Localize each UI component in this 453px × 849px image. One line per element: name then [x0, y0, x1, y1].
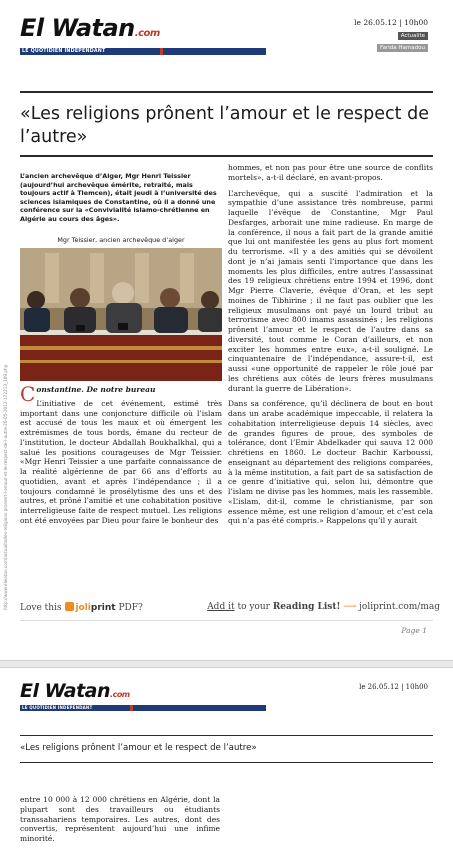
source-url[interactable]: http://www.elwatan.com/actualite/les-religions-pronent-l-amour-et-le-respect-de-l-autre-26-05-2012-172213_109.php: [3, 364, 8, 610]
logo-tagline-bar: LE QUOTIDIEN INDEPENDANT: [20, 48, 266, 55]
page-2-title-rule-bottom: [20, 762, 433, 763]
joliprint-wordmark: joliprint: [75, 603, 116, 613]
reading-list-cta: Add it to your Reading List! ⟶ joliprint.com/mag: [207, 602, 440, 612]
footer-rule: [20, 620, 433, 621]
page-number: Page 1: [401, 626, 427, 635]
reading-list-label: Reading List!: [272, 602, 341, 612]
joliprint-site-link[interactable]: joliprint.com/mag: [359, 602, 440, 612]
page-2-article-title: «Les religions prônent l’amour et le respect de l’autre»: [20, 743, 257, 753]
arrow-icon: ⟶: [343, 602, 357, 612]
article-date-page-2: le 26.05.12 | 10h00: [359, 683, 428, 691]
page-separator: [0, 660, 453, 668]
article-column-1: [20, 382, 222, 532]
article-date: le 26.05.12 | 10h00: [354, 18, 428, 27]
love-this-pdf: Love this joliprint PDF?: [20, 603, 143, 613]
conference-photo: [20, 248, 222, 381]
dropcap: C: [20, 382, 36, 406]
article-lead: L’ancien archevêque d’Alger, Mgr Henri Teissier (aujourd’hui archevêque émérite, retraité, mais toujours actif à Tlemcen), était jeudi à l’université des sciences islamiques de Constantine, où il a donné une conférence sur la «Convivialité islamo-chrétienne en Algérie au cours des âges».: [20, 172, 217, 223]
joliprint-icon: [65, 602, 74, 611]
rubric-badge: Actualite: [398, 32, 428, 40]
el-watan-logo-page-2[interactable]: El Watan.com: [20, 680, 130, 702]
author-badge: Farida Hamadou: [377, 44, 428, 52]
logo-accent-page-2: [130, 705, 133, 711]
joliprint-footer: [20, 602, 440, 618]
el-watan-logo[interactable]: El Watan.com: [20, 14, 160, 42]
logo-accent: [160, 48, 163, 55]
page-2-body: entre 10 000 à 12 000 chrétiens en Algérie, dont la plupart sont des travailleurs ou étudiants transsahariens temporaires. Les autres, dont des convertis, représentent aujourd’hui une infime minorité.: [20, 795, 220, 843]
column-2-para-1: hommes, et non pas pour être une source de conflits mortels», a-t-il déclaré, en avant-propos.: [228, 163, 433, 182]
logo-tagline-bar-page-2: LE QUOTIDIEN INDEPENDANT: [20, 705, 266, 711]
column-1-body: L’initiative de cet événement, estimé très important dans une conjoncture difficile où l’islam est accusé de tous les maux et où émergent les extrémismes de tous bords, émane du recteur de l’institution, le docteur Abdallah Boukhalkhal, qui a salué les positions courageuses de Mgr Teissier. «Mgr Henri Teissier a une parfaite connaissance de la réalité algérienne de par 66 ans d’efforts au quotidien, avant et après l’indépendance ; il a toujours condamné le prosélytisme des uns et des autres, et prôné l’amitié et une cohabitation positive interreligieuse faite de respect mutuel. Les religions ont été envoyées par Dieu pour faire le bonheur des: [20, 398, 222, 525]
column-2-para-2: L’archevêque, qui a suscité l’admiration et la sympathie d’une assistance très nombreuse, parmi laquelle l’évêque de Constantine, Mgr Paul Desfarges, arborait une mine radieuse. En marge de la conférence, il nous a fait part de la grande amitié que lui ont manifestée les gens au plus fort moment du terrorisme. «Il y a des amitiés qui se dévoilent dont je n’ai jamais senti l’importance que dans les moments les plus difficiles, entre autres l’assassinat des 19 religieux chrétiens entre 1994 et 1996, dont Mgr Pierre Claverie, évêque d’Oran, et les sept moines de Tibhirine ; il ne faut pas oublier que les religieux musulmans ont payé un lourd tribut au terrorisme avec 800 imams assassinés ; les religions prônent l’amour et le respect de l’autre dans sa diversité, tout comme le Coran d’ailleurs, et non exciter les hommes entre eux», a-t-il souligné. Le cinquantenaire de l’indépendance, assure-t-il, est aussi «une opportunité de rappeler le rôle joué par les chrétiens aux côtés de leurs frères musulmans durant la guerre de Libération».: [228, 188, 433, 393]
article-title: «Les religions prônent l’amour et le respect de l’autre»: [20, 104, 429, 147]
dateline: onstantine. De notre bureau: [36, 385, 156, 394]
photo-caption: Mgr Teissier, ancien archevêque d’alger: [57, 236, 185, 244]
title-rule-bottom: [20, 155, 433, 157]
column-2-para-3: Dans sa conférence, qu’il déclinera de bout en bout dans un arabe académique impeccable, il relatera la cohabitation interreligieuse depuis 14 siècles, avec de grandes figures de proue, des symboles de tolérance, dont l’Emir Abdelkader qui sauva 12 000 chrétiens en 1860. Le docteur Bachir Karboussi, enseignant au département des religions comparées, à la même institution, a fait part de sa satisfaction de ce genre d’initiative qui, selon lui, démontre que l’islam ne divise pas les hommes, mais les rassemble. «L’islam, dit-il, comme le christianisme, par son essence même, est une religion d’amour, et c’est cela qui n’a pas été compris.» Rappelons qu’il y aurait: [228, 399, 433, 526]
article-column-2: [228, 163, 433, 532]
add-it-link[interactable]: Add it: [207, 602, 235, 612]
page-2-title-rule-top: [20, 735, 433, 736]
title-rule-top: [20, 91, 433, 93]
